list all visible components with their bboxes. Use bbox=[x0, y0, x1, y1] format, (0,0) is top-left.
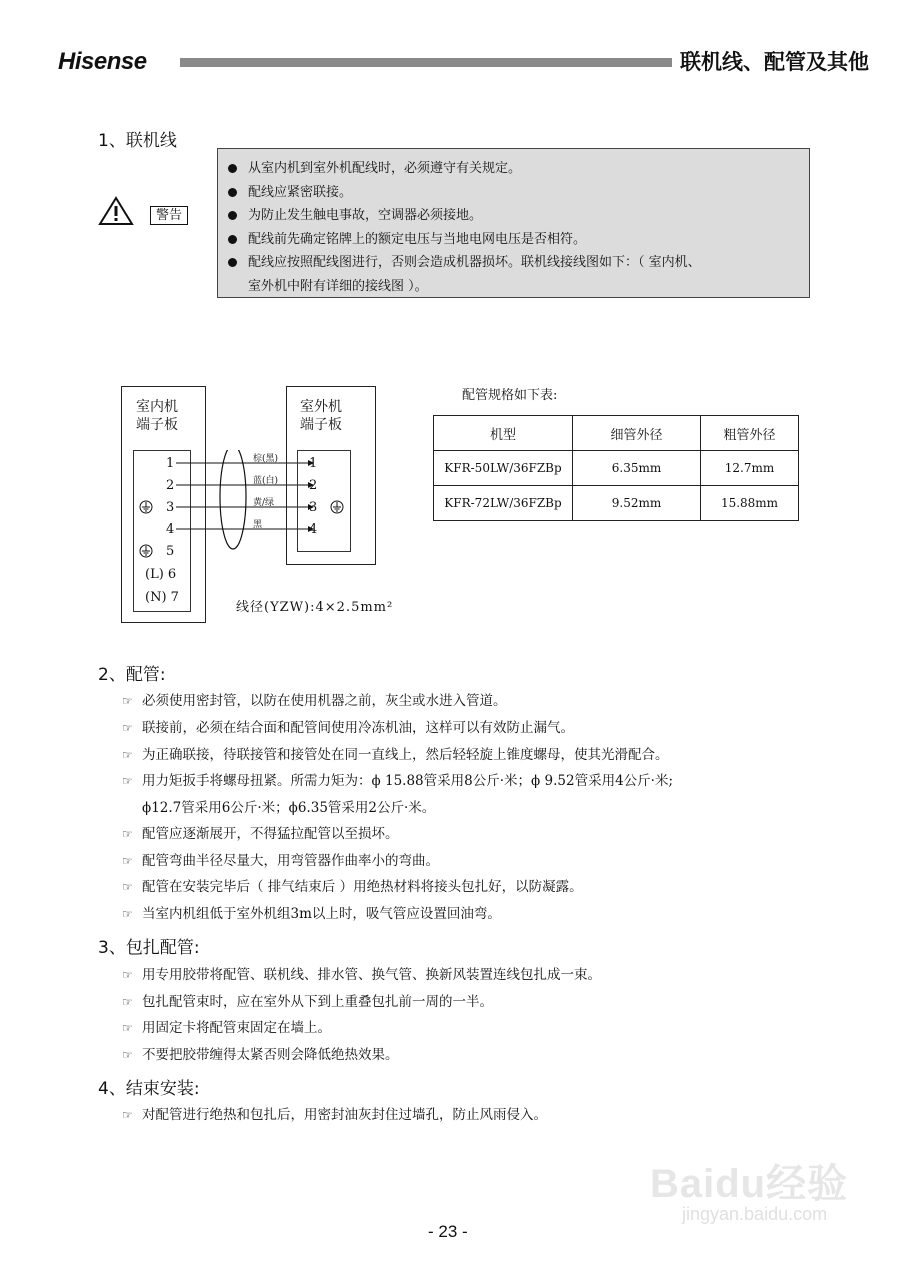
ground-icon bbox=[139, 500, 153, 514]
table-header: 机型 bbox=[434, 416, 573, 451]
pointing-hand-icon: ☞ bbox=[122, 907, 133, 921]
list-item: ☞ 配管弯曲半径尽量大，用弯管器作曲率小的弯曲。 bbox=[122, 853, 439, 869]
wire-color-label: 黄/绿 bbox=[253, 498, 275, 508]
pipe-table-caption: 配管规格如下表: bbox=[462, 388, 558, 403]
pointing-hand-icon: ☞ bbox=[122, 1048, 133, 1062]
outdoor-terminal: 4 bbox=[309, 522, 318, 537]
warning-item: 为防止发生触电事故，空调器必须接地。 bbox=[228, 204, 809, 228]
watermark-url: jingyan.baidu.com bbox=[682, 1204, 828, 1224]
warning-item: 从室内机到室外机配线时，必须遵守有关规定。 bbox=[228, 157, 809, 181]
table-row bbox=[434, 451, 799, 486]
pointing-hand-icon: ☞ bbox=[122, 854, 133, 868]
indoor-terminal: 3 bbox=[166, 500, 175, 515]
table-header: 粗管外径 bbox=[701, 416, 799, 451]
section4-heading: 4、结束安装: bbox=[98, 1079, 200, 1099]
list-item-continuation: ϕ12.7管采用6公斤·米；ϕ6.35管采用2公斤·米。 bbox=[142, 800, 436, 816]
outdoor-title-line2: 端子板 bbox=[300, 417, 342, 433]
indoor-terminal: (L) 6 bbox=[145, 567, 177, 582]
indoor-terminal: 5 bbox=[166, 544, 175, 559]
list-item: ☞ 当室内机组低于室外机组3m以上时，吸气管应设置回油弯。 bbox=[122, 906, 501, 922]
table-header-row bbox=[434, 416, 799, 451]
pointing-hand-icon: ☞ bbox=[122, 774, 133, 788]
list-item: ☞ 联接前，必须在结合面和配管间使用冷冻机油，这样可以有效防止漏气。 bbox=[122, 720, 574, 736]
table-cell: 15.88mm bbox=[701, 486, 799, 521]
section3-heading: 3、包扎配管: bbox=[98, 938, 200, 958]
indoor-title-line1: 室内机 bbox=[136, 399, 178, 415]
warning-item: 配线前先确定铭牌上的额定电压与当地电网电压是否相符。 bbox=[228, 228, 809, 252]
ground-icon bbox=[330, 500, 344, 514]
list-item: ☞ 配管在安装完毕后（ 排气结束后 ）用绝热材料将接头包扎好，以防凝露。 bbox=[122, 879, 583, 895]
table-cell: 9.52mm bbox=[573, 486, 701, 521]
list-item: ☞ 包扎配管束时，应在室外从下到上重叠包扎前一周的一半。 bbox=[122, 994, 493, 1010]
outdoor-terminal: 1 bbox=[309, 456, 318, 471]
list-item: ☞ 用固定卡将配管束固定在墙上。 bbox=[122, 1020, 331, 1036]
indoor-terminal: 2 bbox=[166, 478, 175, 493]
wire-color-label: 黑 bbox=[253, 520, 263, 530]
warning-label: 警告 bbox=[150, 206, 188, 225]
pointing-hand-icon: ☞ bbox=[122, 721, 133, 735]
section2-heading: 2、配管: bbox=[98, 665, 166, 685]
table-cell: KFR-50LW/36FZBp bbox=[434, 451, 573, 486]
watermark-logo: Baidu经验 bbox=[650, 1162, 849, 1206]
wire-spec: 线径(YZW):4×2.5mm² bbox=[236, 600, 394, 615]
pointing-hand-icon: ☞ bbox=[122, 827, 133, 841]
page-title: 联机线、配管及其他 bbox=[680, 49, 869, 74]
list-item: ☞ 用力矩扳手将螺母扭紧。所需力矩为：ϕ 15.88管采用8公斤·米；ϕ 9.52管采用4公斤·米; bbox=[122, 773, 674, 789]
list-item: ☞ 必须使用密封管，以防在使用机器之前，灰尘或水进入管道。 bbox=[122, 693, 507, 709]
pointing-hand-icon: ☞ bbox=[122, 995, 133, 1009]
table-cell: KFR-72LW/36FZBp bbox=[434, 486, 573, 521]
warning-triangle-icon bbox=[98, 196, 134, 226]
list-item: ☞ 不要把胶带缠得太紧否则会降低绝热效果。 bbox=[122, 1047, 399, 1063]
list-item: ☞ 配管应逐渐展开，不得猛拉配管以至损坏。 bbox=[122, 826, 399, 842]
brand-logo: Hisense bbox=[58, 48, 147, 75]
table-cell: 12.7mm bbox=[701, 451, 799, 486]
pointing-hand-icon: ☞ bbox=[122, 1021, 133, 1035]
pointing-hand-icon: ☞ bbox=[122, 880, 133, 894]
pointing-hand-icon: ☞ bbox=[122, 748, 133, 762]
table-cell: 6.35mm bbox=[573, 451, 701, 486]
wire-color-label: 蓝(白) bbox=[253, 476, 279, 486]
list-item: ☞ 为正确联接，待联接管和接管处在同一直线上，然后轻轻旋上锥度螺母，使其光滑配合。 bbox=[122, 747, 669, 763]
section1-heading: 1、联机线 bbox=[98, 131, 177, 151]
outdoor-terminal: 2 bbox=[309, 478, 318, 493]
pointing-hand-icon: ☞ bbox=[122, 694, 133, 708]
pointing-hand-icon: ☞ bbox=[122, 1108, 133, 1122]
table-row bbox=[434, 486, 799, 521]
wire-color-label: 棕(黑) bbox=[253, 454, 279, 464]
warning-item: 室外机中附有详细的接线图 ）。 bbox=[248, 278, 428, 294]
list-item: ☞ 对配管进行绝热和包扎后，用密封油灰封住过墙孔，防止风雨侵入。 bbox=[122, 1107, 547, 1123]
indoor-terminal: 1 bbox=[166, 456, 175, 471]
indoor-terminal: (N) 7 bbox=[145, 590, 179, 605]
warning-box bbox=[217, 148, 810, 298]
warning-item: 配线应紧密联接。 bbox=[228, 181, 809, 205]
pipe-spec-table bbox=[433, 415, 799, 521]
ground-icon bbox=[139, 544, 153, 558]
pointing-hand-icon: ☞ bbox=[122, 968, 133, 982]
outdoor-title-line1: 室外机 bbox=[300, 399, 342, 415]
indoor-terminal: 4 bbox=[166, 522, 175, 537]
outdoor-terminal: 3 bbox=[309, 500, 318, 515]
header-bar bbox=[180, 58, 672, 67]
indoor-title-line2: 端子板 bbox=[136, 417, 178, 433]
list-item: ☞ 用专用胶带将配管、联机线、排水管、换气管、换新风装置连线包扎成一束。 bbox=[122, 967, 601, 983]
table-header: 细管外径 bbox=[573, 416, 701, 451]
warning-item: 配线应按照配线图进行，否则会造成机器损坏。联机线接线图如下：（ 室内机、 bbox=[228, 251, 809, 275]
page-number: - 23 - bbox=[428, 1222, 468, 1241]
